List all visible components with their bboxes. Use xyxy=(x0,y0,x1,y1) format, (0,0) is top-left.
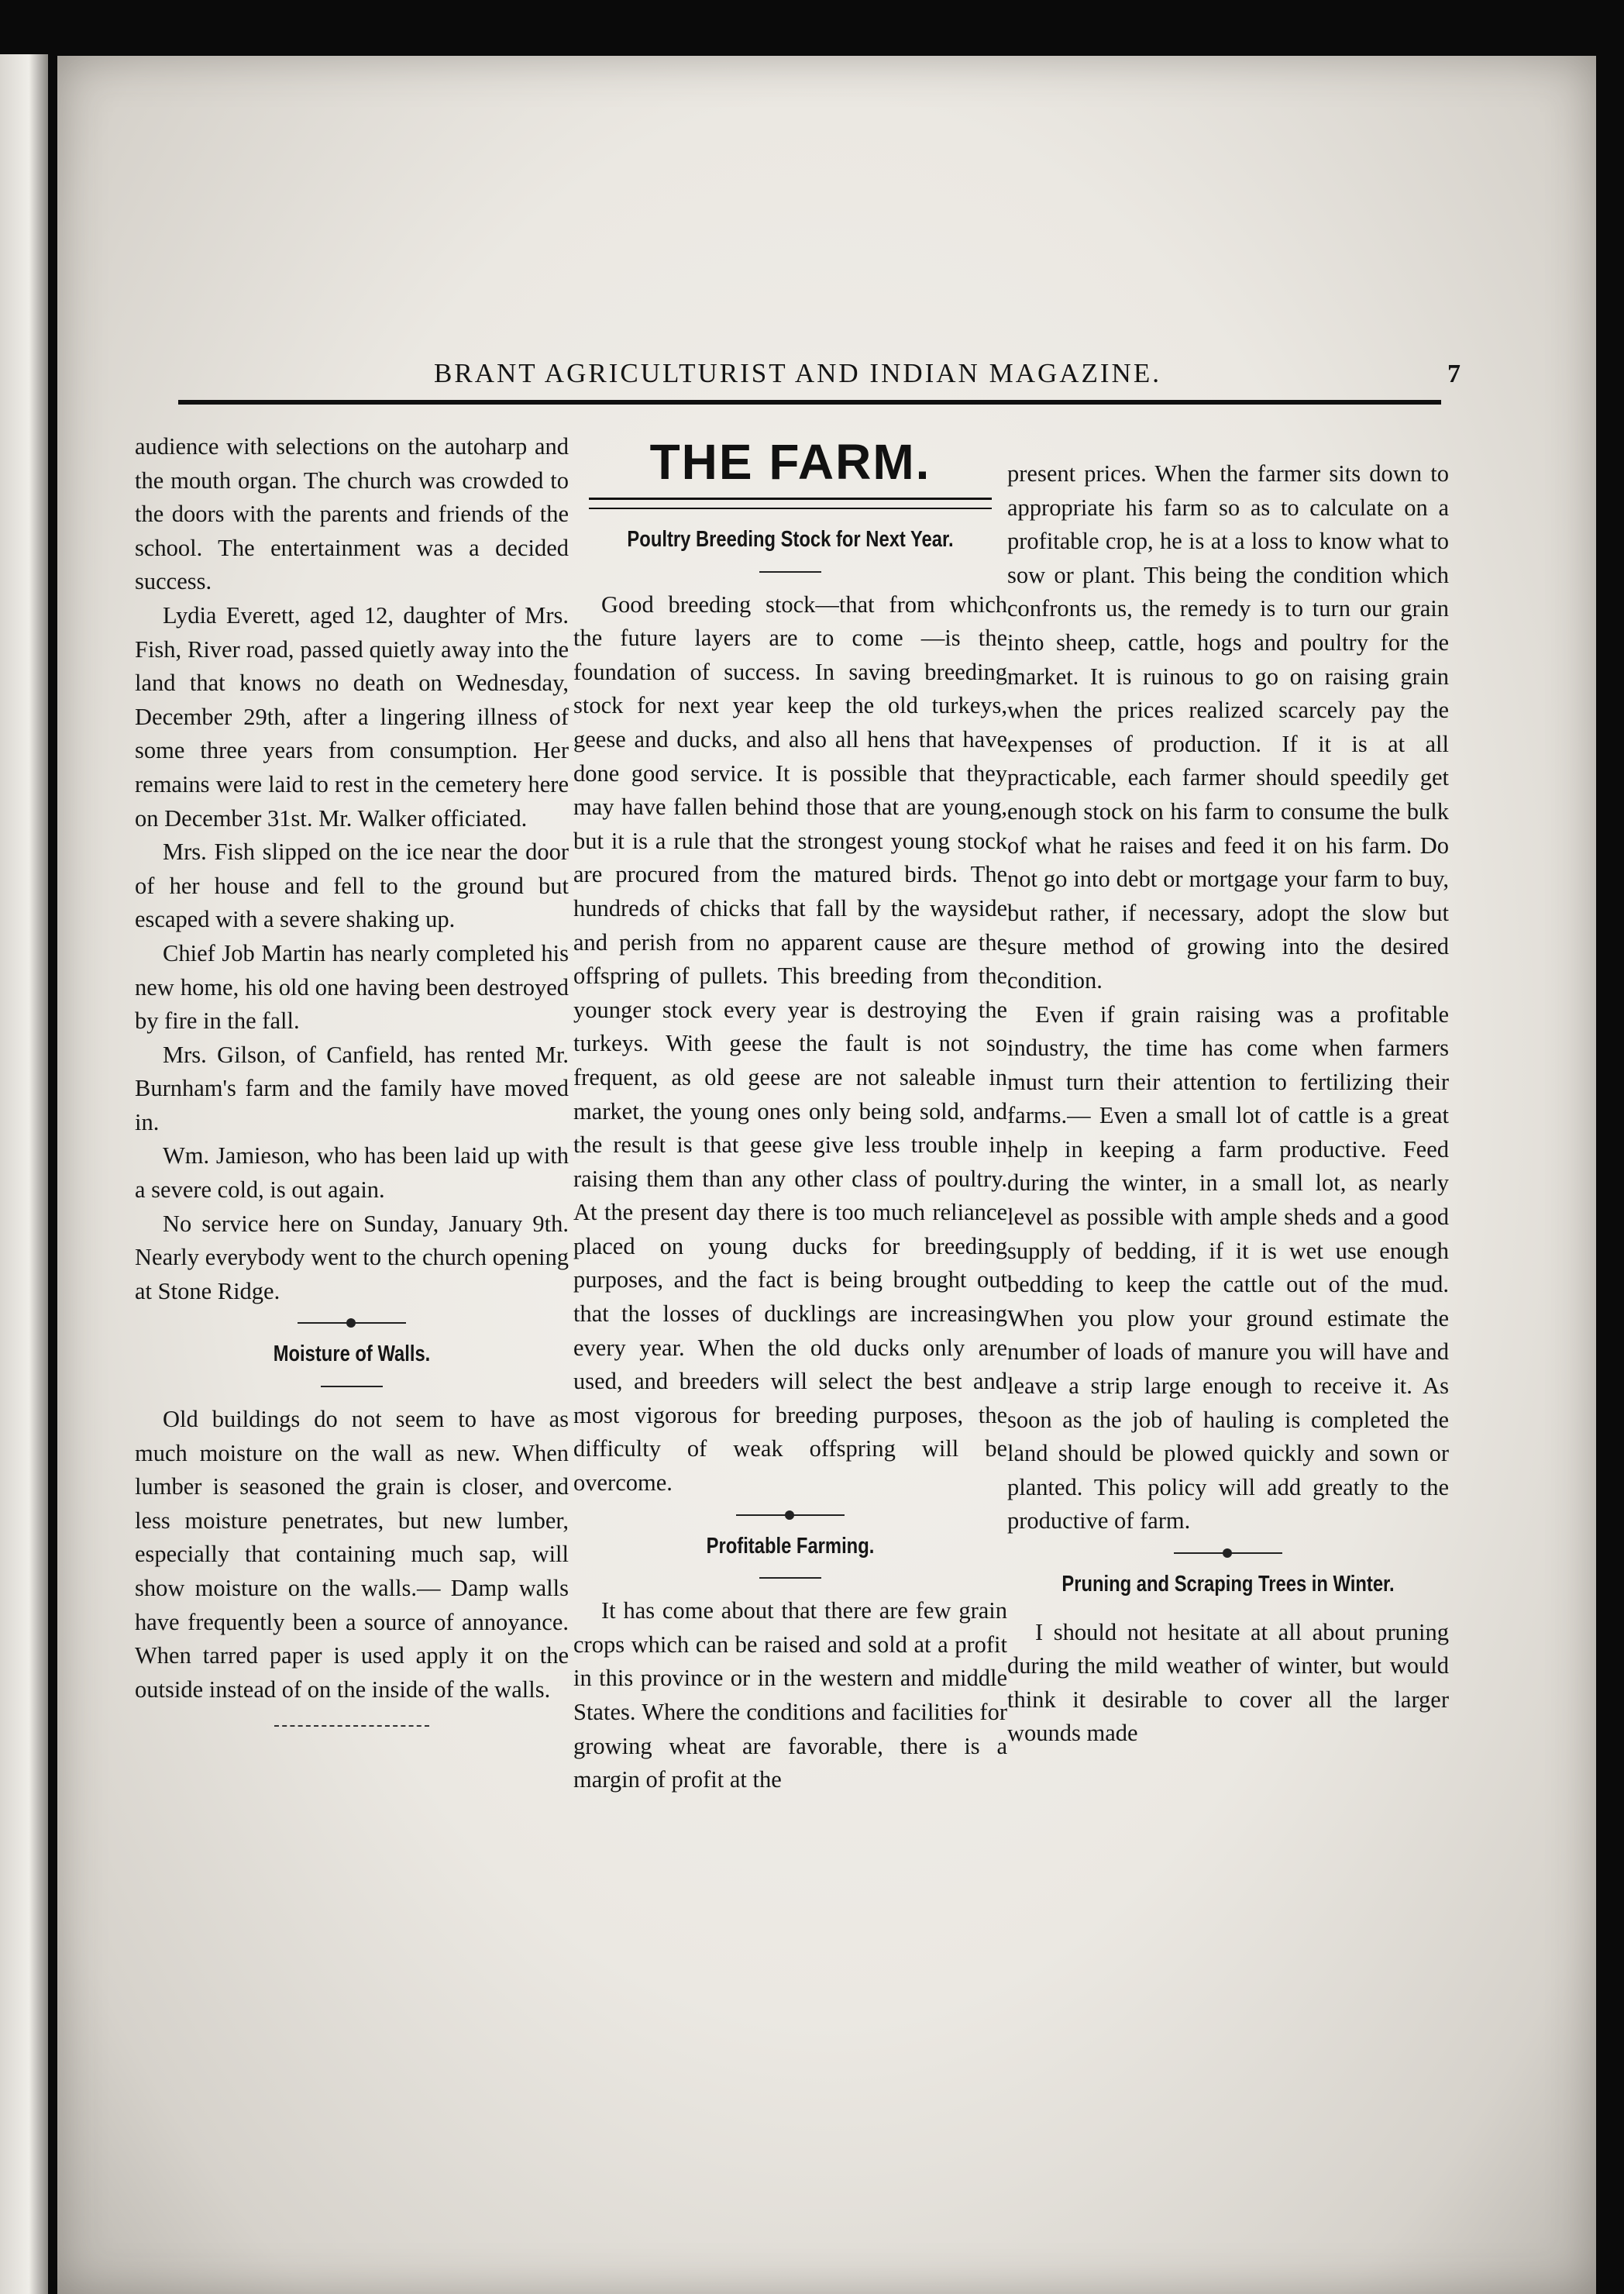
page-number: 7 xyxy=(1447,360,1461,388)
paragraph: Wm. Jamieson, who has been laid up with a severe cold, is out again. xyxy=(135,1142,569,1204)
adjacent-page-edge xyxy=(0,54,48,2294)
section-heading: Poultry Breeding Stock for Next Year. xyxy=(627,527,954,552)
heading-underline xyxy=(321,1386,383,1387)
paragraph: Mrs. Gilson, of Canfield, has rented Mr. Burnham's farm and the family have moved in. xyxy=(135,1041,569,1135)
heading-underline xyxy=(759,1577,821,1579)
section-divider xyxy=(736,1514,845,1516)
title-rule xyxy=(589,498,992,509)
paragraph: I should not hesitate at all about pruning during the mild weather of winter, but would think it desirable to cover all the larger wounds made xyxy=(1007,1618,1449,1747)
department-title: THE FARM. xyxy=(649,434,931,490)
section-heading: Profitable Farming. xyxy=(706,1533,875,1559)
paragraph: Lydia Everett, aged 12, daughter of Mrs. Fish, River road, passed quietly away into the land that knows no death on Wednesday, December 29th, after a lingering illness of some three years from consumption. Her remains were laid to rest in the cemetery here on December 31st. Mr. Walker officiated. xyxy=(135,601,569,832)
paragraph: audience with selections on the autoharp and the mouth organ. The church was crowded to the doors with the parents and friends of the school. The entertainment was a decided success. xyxy=(135,433,569,595)
header-rule xyxy=(178,400,1441,405)
paragraph: present prices. When the farmer sits down to appropriate his farm so as to calculate on a profitable crop, he is at a loss to know what to sow or plant. This being the condition which confronts us, the remedy is to turn our grain into sheep, cattle, hogs and poultry for the market. It is ruinous to go on raising grain when the prices realized scarcely pay the expenses of production. If it is at all practicable, each farmer should speedily get enough stock on his farm to consume the bulk of what he raises and feed it on his farm. Do not go into debt or mortgage your farm to buy, but rather, if necessary, adopt the slow but sure method of growing into the desired condition. xyxy=(1007,460,1449,994)
section-heading: Pruning and Scraping Trees in Winter. xyxy=(1061,1572,1395,1596)
paragraph: Chief Job Martin has nearly completed his new home, his old one having been destroyed by fire in the fall. xyxy=(135,939,569,1035)
paragraph: It has come about that there are few grain crops which can be raised and sold at a profit in this province or in the western and middle States. Where the conditions and facilities for growing wheat are favorable, there is a margin of profit at the xyxy=(573,1597,1007,1793)
column-2 xyxy=(573,434,1007,1797)
paragraph: No service here on Sunday, January 9th. Nearly everybody went to the church opening at Stone Ridge. xyxy=(135,1210,569,1304)
section-heading: Moisture of Walls. xyxy=(273,1342,431,1367)
heading-underline xyxy=(759,571,821,573)
paragraph: Mrs. Fish slipped on the ice near the door of her house and fell to the ground but escaped with a severe shaking up. xyxy=(135,839,569,933)
paragraph: Old buildings do not seem to have as much moisture on the wall as new. When lumber is seasoned the grain is closer, and less moisture penetrates, but new lumber, especially that containing much sap, will show moisture on the walls.— Damp walls have frequently been a source of annoyance. When tarred paper is used apply it on the outside instead of on the inside of the walls. xyxy=(135,1406,569,1703)
magazine-title: BRANT AGRICULTURIST AND INDIAN MAGAZINE. xyxy=(434,358,1161,388)
column-1 xyxy=(135,430,569,1727)
column-3 xyxy=(1007,457,1449,1751)
paragraph: Even if grain raising was a profitable industry, the time has come when farmers must turn their attention to fertilizing their farms.— Even a small lot of cattle is a great help in keeping a farm productive. Feed during the winter, in a small lot, as nearly level as possible with ample sheds and a good supply of bedding, if it is wet use enough bedding to keep the cattle out of the mud. When you plow your ground estimate the number of loads of manure you will have and leave a strip large enough to receive it. As soon as the job of hauling is completed the land should be plowed quickly and sown or planted. This policy will add greatly to the productive of farm. xyxy=(1007,1001,1449,1534)
section-divider xyxy=(298,1322,406,1324)
section-divider xyxy=(1174,1552,1282,1554)
running-header xyxy=(178,358,1464,389)
end-rule xyxy=(274,1725,429,1727)
paragraph: Good breeding stock—that from which the future layers are to come —is the foundation of success. In saving breeding stock for next year keep the old turkeys, geese and ducks, and also all hens that have done good service. It is possible that they may have fallen behind those that are young, but it is a rule that the strongest young stock are procured from the matured birds. The hundreds of chicks that fall by the wayside and perish from no apparent cause are the offspring of pullets. This breeding from the younger stock every year is destroying the turkeys. With geese the fault is not so frequent, as old geese are not saleable in market, the young ones only being sold, and the result is that geese give less trouble in raising them than any other class of poultry. At the present day there is too much reliance placed on young ducks for breeding purposes, and the fact is being brought out that the losses of ducklings are increasing every year. When the old ducks only are used, and breeders will select the best and most vigorous for breeding purposes, the difficulty of weak offspring will be overcome. xyxy=(573,591,1007,1497)
